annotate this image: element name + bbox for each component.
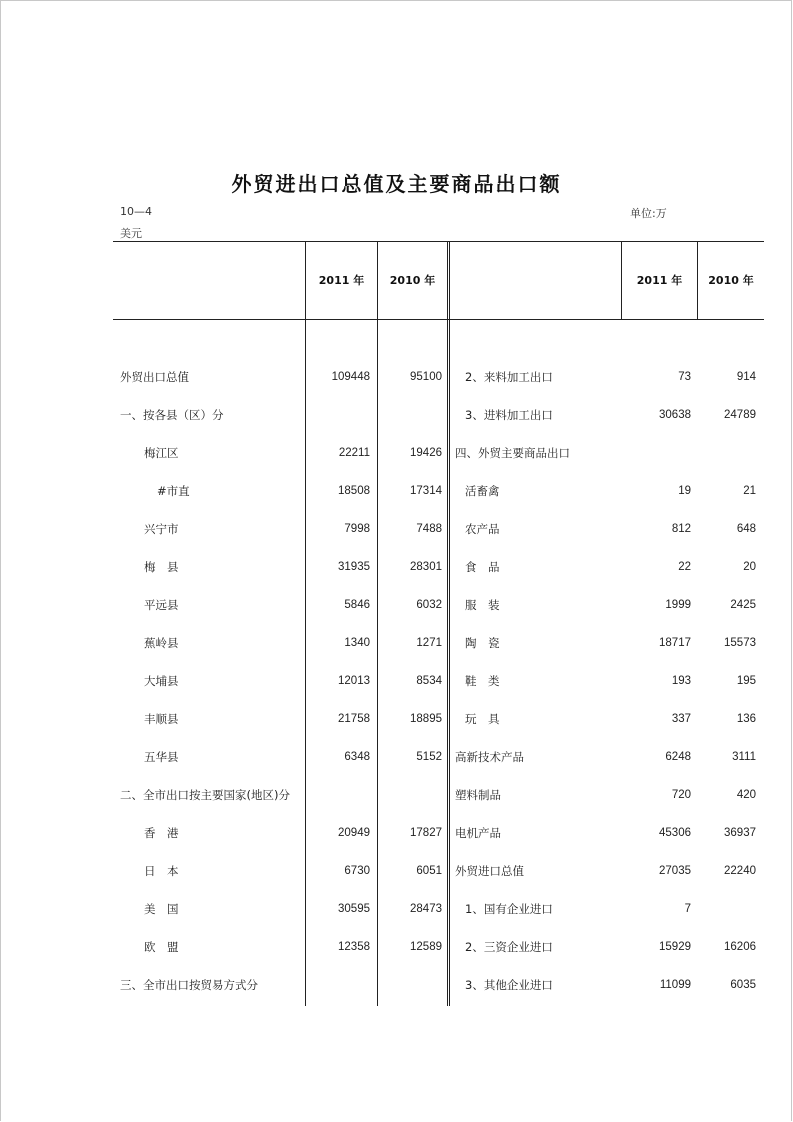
value-2011-right: 73 <box>678 371 691 383</box>
value-2011-left <box>306 785 370 805</box>
row-label-left: 欧 盟 <box>144 940 179 954</box>
value-2011-right: 18717 <box>659 637 691 649</box>
value-2011-left: 20949 <box>338 827 370 839</box>
row-label-left: 梅江区 <box>144 446 179 460</box>
value-2010-right: 16206 <box>724 941 756 953</box>
row-label-right: 农产品 <box>465 522 500 536</box>
value-2011-left: 1340 <box>344 637 370 649</box>
value-2011-left: 12358 <box>338 941 370 953</box>
value-2011-right: 22 <box>678 561 691 573</box>
value-2010-right: 22240 <box>724 865 756 877</box>
data-table <box>113 241 764 1006</box>
row-label-left: 兴宁市 <box>144 522 179 536</box>
value-2010-right: 20 <box>743 561 756 573</box>
value-2010-left: 18895 <box>410 713 442 725</box>
value-2010-right: 420 <box>736 789 756 801</box>
value-2010-right <box>698 899 756 919</box>
value-2011-right: 720 <box>671 789 691 801</box>
value-2010-left: 17827 <box>410 827 442 839</box>
value-2010-left: 95100 <box>410 371 442 383</box>
value-2011-right: 15929 <box>659 941 691 953</box>
row-label-left: 丰顺县 <box>144 712 179 726</box>
row-label-left: 美 国 <box>144 902 179 916</box>
row-label-left: 三、全市出口按贸易方式分 <box>120 978 258 992</box>
value-2010-left: 7488 <box>416 523 442 535</box>
value-2010-left <box>378 785 442 805</box>
value-2010-left: 12589 <box>410 941 442 953</box>
value-2010-right: 195 <box>736 675 756 687</box>
value-2011-right: 30638 <box>659 409 691 421</box>
row-label-left: 香 港 <box>144 826 179 840</box>
value-2010-left: 6032 <box>416 599 442 611</box>
value-2011-right: 19 <box>678 485 691 497</box>
header-2011-left: 2011 年 <box>318 274 365 287</box>
value-2011-left: 21758 <box>338 713 370 725</box>
unit-label: 单位:万 <box>630 207 667 220</box>
value-2011-right: 11099 <box>659 979 691 991</box>
value-2011-right: 1999 <box>665 599 691 611</box>
page-title: 外贸进出口总值及主要商品出口额 <box>231 172 562 196</box>
value-2010-left: 28301 <box>410 561 442 573</box>
value-2011-left: 6730 <box>344 865 370 877</box>
table-id: 10—4 <box>120 205 152 218</box>
header-2011-right: 2011 年 <box>636 274 683 287</box>
row-label-right: 陶 瓷 <box>465 636 500 650</box>
row-label-left: 平远县 <box>144 598 179 612</box>
value-2010-left: 28473 <box>410 903 442 915</box>
value-2010-left <box>378 975 442 995</box>
value-2010-left: 8534 <box>416 675 442 687</box>
row-label-left: 五华县 <box>144 750 179 764</box>
value-2010-right: 21 <box>743 485 756 497</box>
value-2010-right: 6035 <box>730 979 756 991</box>
value-2010-right: 914 <box>736 371 756 383</box>
row-label-right: 活畜禽 <box>465 484 500 498</box>
unit-label-cont: 美元 <box>120 227 142 240</box>
row-label-left: 外贸出口总值 <box>120 370 189 384</box>
header-2010-right: 2010 年 <box>708 274 754 287</box>
row-label-right: 玩 具 <box>465 712 500 726</box>
value-2011-left: 7998 <box>344 523 370 535</box>
row-label-left: 二、全市出口按主要国家(地区)分 <box>120 788 290 802</box>
row-label-right: 塑料制品 <box>455 788 501 802</box>
col-divider <box>447 241 448 1006</box>
row-label-right: 服 装 <box>465 598 500 612</box>
value-2010-left: 17314 <box>410 485 442 497</box>
col-divider <box>449 241 450 1006</box>
value-2010-right: 15573 <box>724 637 756 649</box>
row-label-left: 蕉岭县 <box>144 636 179 650</box>
value-2010-left: 6051 <box>416 865 442 877</box>
row-label-right: 3、其他企业进口 <box>465 978 553 992</box>
row-label-right: 2、三资企业进口 <box>465 940 553 954</box>
row-label-left: 一、按各县（区）分 <box>120 408 224 422</box>
value-2011-left: 18508 <box>338 485 370 497</box>
value-2010-left: 1271 <box>416 637 442 649</box>
row-label-right: 四、外贸主要商品出口 <box>455 446 570 460</box>
value-2011-right: 45306 <box>659 827 691 839</box>
value-2011-right: 337 <box>671 713 691 725</box>
value-2010-left: 19426 <box>410 447 442 459</box>
col-divider <box>305 241 306 1006</box>
value-2011-left: 6348 <box>344 751 370 763</box>
row-label-right: 3、进料加工出口 <box>465 408 553 422</box>
value-2011-left: 12013 <box>338 675 370 687</box>
row-label-right: 鞋 类 <box>465 674 500 688</box>
value-2011-right: 27035 <box>659 865 691 877</box>
header-2010-left: 2010 年 <box>389 274 436 287</box>
row-label-left: 大埔县 <box>144 674 179 688</box>
col-divider <box>377 241 378 1006</box>
row-label-left: 日 本 <box>144 864 179 878</box>
table-top-rule <box>113 241 764 242</box>
value-2011-left <box>306 405 370 425</box>
value-2010-right <box>698 443 756 463</box>
value-2011-right: 7 <box>684 903 691 915</box>
value-2011-left: 22211 <box>338 447 370 459</box>
value-2010-right: 648 <box>736 523 756 535</box>
row-label-right: 外贸进口总值 <box>455 864 524 878</box>
value-2010-right: 24789 <box>724 409 756 421</box>
row-label-left: #市直 <box>157 484 190 498</box>
value-2010-left: 5152 <box>416 751 442 763</box>
value-2011-left <box>306 975 370 995</box>
row-label-right: 电机产品 <box>455 826 501 840</box>
value-2011-right: 193 <box>671 675 691 687</box>
value-2011-right <box>622 443 691 463</box>
value-2010-right: 3111 <box>732 751 756 763</box>
value-2010-right: 36937 <box>724 827 756 839</box>
value-2011-left: 30595 <box>338 903 370 915</box>
value-2010-right: 2425 <box>730 599 756 611</box>
row-label-right: 食 品 <box>465 560 500 574</box>
header-bottom-rule <box>113 319 764 320</box>
row-label-right: 2、来料加工出口 <box>465 370 553 384</box>
row-label-right: 1、国有企业进口 <box>465 902 553 916</box>
row-label-left: 梅 县 <box>144 560 179 574</box>
value-2010-right: 136 <box>736 713 756 725</box>
value-2011-left: 31935 <box>338 561 370 573</box>
value-2011-right: 6248 <box>665 751 691 763</box>
value-2011-left: 5846 <box>344 599 370 611</box>
row-label-right: 高新技术产品 <box>455 750 524 764</box>
value-2011-left: 109448 <box>331 371 370 383</box>
value-2010-left <box>378 405 442 425</box>
value-2011-right: 812 <box>671 523 691 535</box>
